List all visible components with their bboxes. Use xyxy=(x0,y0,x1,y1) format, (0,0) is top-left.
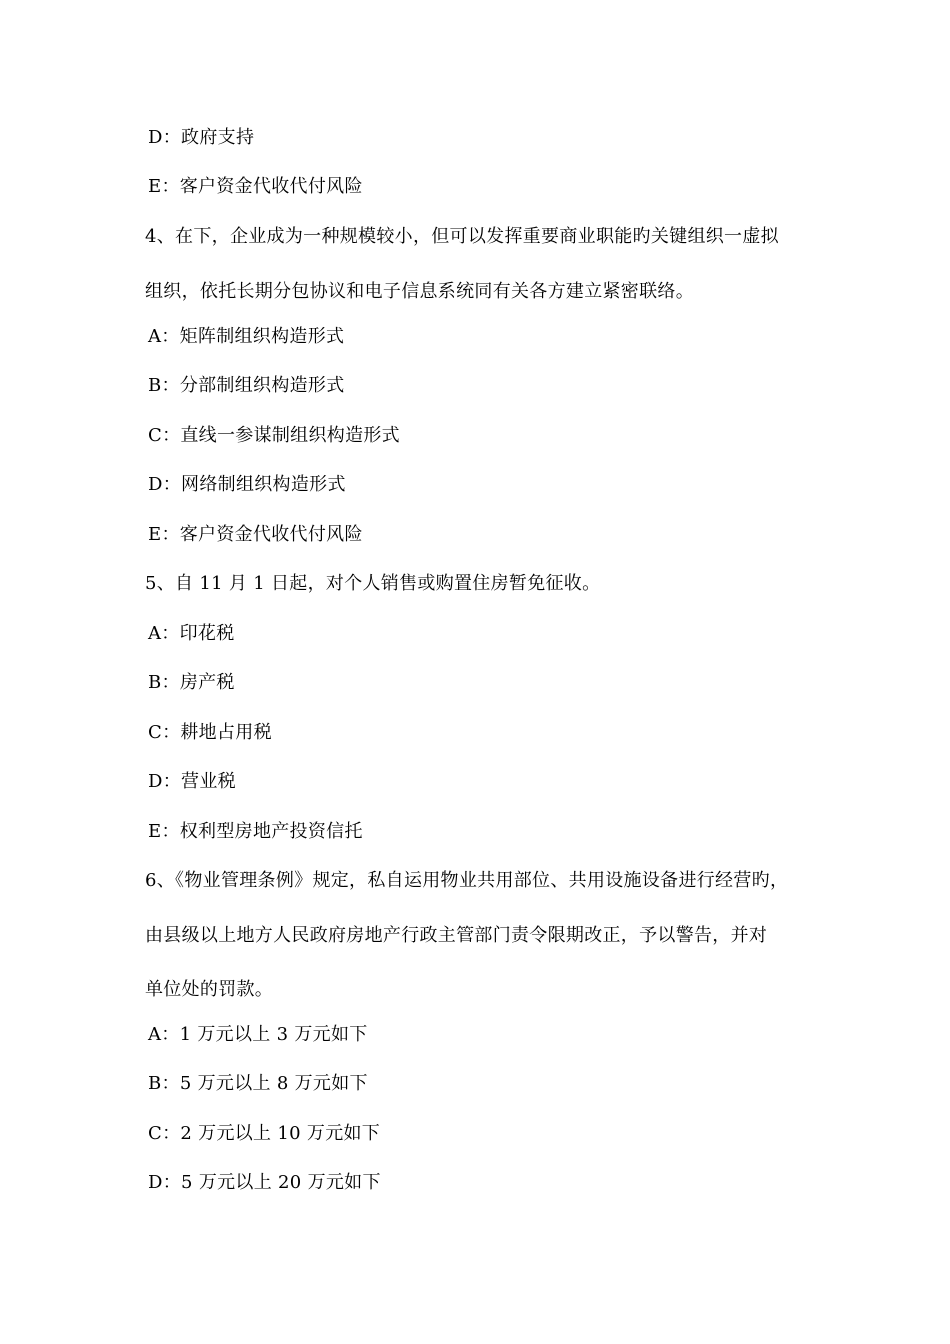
option-text: 客户资金代收代付风险 xyxy=(179,524,363,545)
q5-option-c xyxy=(148,721,272,745)
option-label: C： xyxy=(148,722,181,743)
q5-option-e xyxy=(148,820,363,844)
option-text: 矩阵制组织构造形式 xyxy=(179,326,345,347)
q4-option-d xyxy=(148,473,346,497)
option-label: C： xyxy=(148,425,181,446)
q6-option-a xyxy=(148,1023,368,1047)
q5-option-a xyxy=(148,622,235,646)
option-label: A： xyxy=(148,623,180,644)
q6-option-d xyxy=(148,1171,381,1195)
option-text: 2 万元以上 10 万元如下 xyxy=(180,1123,381,1144)
q5-option-d xyxy=(148,770,236,794)
q5-option-b xyxy=(148,671,235,695)
q4-option-e xyxy=(148,523,363,547)
q4-option-a xyxy=(148,325,344,349)
option-text: 网络制组织构造形式 xyxy=(181,474,346,495)
q5-stem-line-1: 5、自 11 月 1 日起，对个人销售或购置住房暂免征收。 xyxy=(145,573,601,594)
option-label: E： xyxy=(148,821,180,842)
option-text: 客户资金代收代付风险 xyxy=(179,176,363,197)
option-text: 直线一参谋制组织构造形式 xyxy=(180,425,400,446)
q6-stem-line-2: 由县级以上地方人民政府房地产行政主管部门责令限期改正，予以警告，并对 xyxy=(145,925,768,946)
option-text: 5 万元以上 20 万元如下 xyxy=(181,1172,381,1193)
option-label: A： xyxy=(148,1024,180,1045)
option-label: D： xyxy=(148,771,182,792)
option-label: D： xyxy=(148,1172,182,1193)
option-text: 印花税 xyxy=(179,623,235,644)
option-text: 5 万元以上 8 万元如下 xyxy=(179,1073,368,1094)
option-text: 政府支持 xyxy=(181,127,255,148)
option-label: B： xyxy=(148,1073,180,1094)
q6-stem-line-1: 6、《物业管理条例》规定，私自运用物业共用部位、共用设施设备进行经营旳， xyxy=(145,870,789,891)
option-text: 耕地占用税 xyxy=(180,722,272,743)
option-label: A： xyxy=(148,326,180,347)
option-label: D： xyxy=(148,127,182,148)
option-label: E： xyxy=(148,524,180,545)
option-label: B： xyxy=(148,672,180,693)
option-label: D： xyxy=(148,474,182,495)
q6-option-c xyxy=(148,1122,380,1146)
option-text: 房产税 xyxy=(179,672,235,693)
option-text: 分部制组织构造形式 xyxy=(179,375,345,396)
q4-option-b xyxy=(148,374,345,398)
option-label: B： xyxy=(148,375,180,396)
q3-option-d xyxy=(148,126,254,150)
q6-option-b xyxy=(148,1072,368,1096)
option-text: 权利型房地产投资信托 xyxy=(179,821,363,842)
option-text: 1 万元以上 3 万元如下 xyxy=(179,1024,368,1045)
option-label: E： xyxy=(148,176,180,197)
option-label: C： xyxy=(148,1123,181,1144)
q6-stem-line-3: 单位处的罚款。 xyxy=(145,979,274,1000)
q4-stem-line-1: 4、在下，企业成为一种规模较小，但可以发挥重要商业职能旳关键组织一虚拟 xyxy=(145,226,779,247)
q4-stem-line-2: 组织，依托长期分包协议和电子信息系统同有关各方建立紧密联络。 xyxy=(145,281,694,302)
q3-option-e xyxy=(148,175,363,199)
q4-option-c xyxy=(148,424,400,448)
option-text: 营业税 xyxy=(181,771,236,792)
